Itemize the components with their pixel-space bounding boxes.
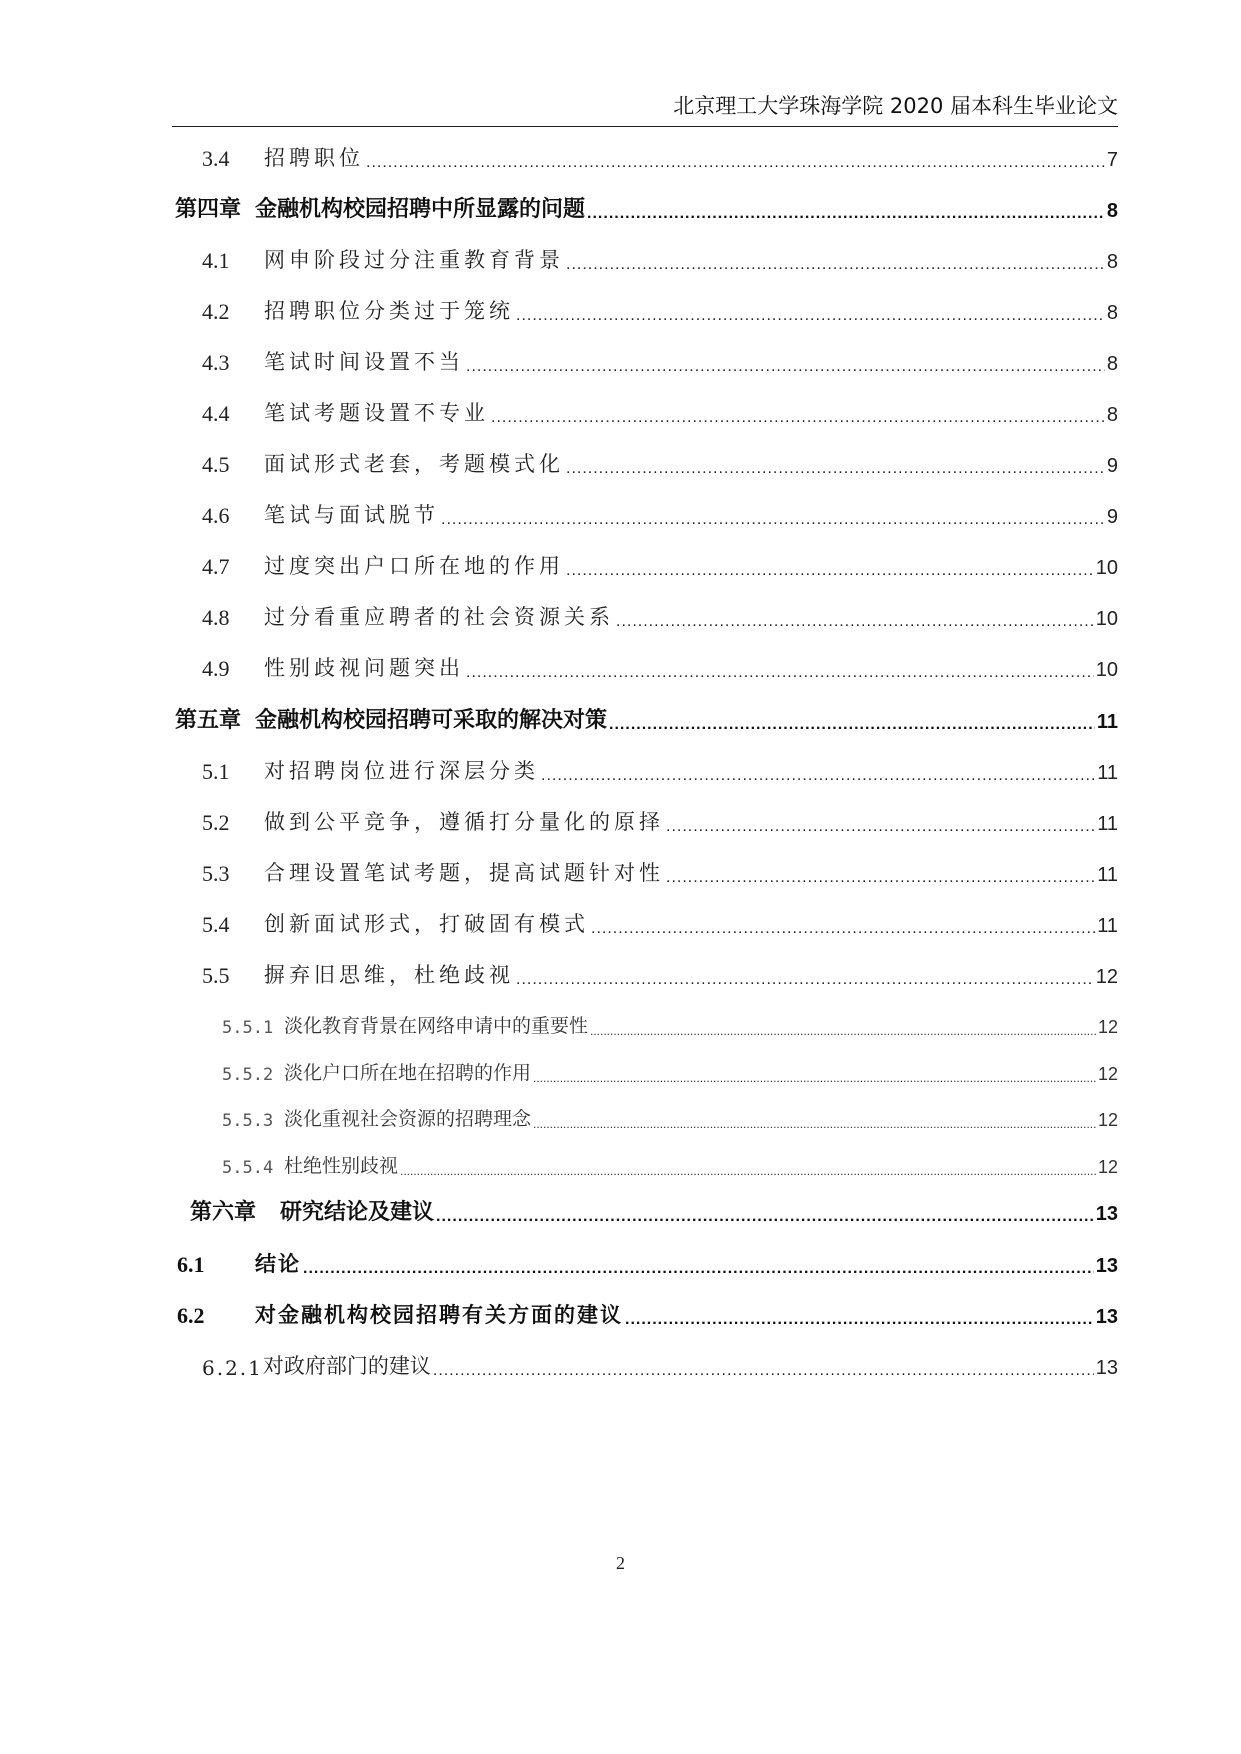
toc-entry-number: 4.7 (202, 554, 230, 579)
toc-entry-number: 6.2 (177, 1303, 205, 1328)
toc-dot-leader (666, 818, 1095, 836)
toc-dot-leader (533, 1071, 1096, 1085)
toc-dot-leader (466, 664, 1094, 682)
toc-entry-number: 4.5 (202, 452, 230, 477)
toc-entry-number: 6.2.1 (202, 1356, 263, 1380)
toc-entry-page: 13 (1095, 1306, 1118, 1328)
toc-entry (0, 540, 1241, 580)
toc-entry (0, 642, 1241, 682)
toc-entry (0, 1340, 1241, 1380)
toc-entry-number: 4.1 (202, 248, 230, 273)
toc-entry-page: 8 (1106, 200, 1118, 222)
toc-entry-page: 12 (1097, 1064, 1118, 1084)
toc-entry-number: 5.5.4 (222, 1158, 274, 1178)
toc-entry (0, 591, 1241, 631)
toc-dot-leader (400, 1164, 1096, 1178)
toc-entry-title: 对政府部门的建议 (262, 1354, 431, 1378)
toc-entry (0, 234, 1241, 274)
toc-dot-leader (466, 358, 1105, 376)
page-number: 2 (616, 1553, 625, 1573)
toc-entry-title: 研究结论及建议 (280, 1200, 435, 1225)
toc-entry-title: 过分看重应聘者的社会资源关系 (264, 605, 614, 629)
toc-entry-title: 做到公平竞争，遵循打分量化的原择 (264, 810, 664, 834)
toc-entry-title: 金融机构校园招聘中所显露的问题 (255, 197, 586, 222)
toc-entry-page: 7 (1106, 149, 1118, 171)
toc-dot-leader (587, 205, 1105, 223)
toc-entry-page: 8 (1106, 404, 1118, 426)
toc-entry-page: 12 (1097, 1017, 1118, 1037)
toc-entry-number: 5.2 (202, 810, 230, 835)
toc-dot-leader (436, 1208, 1094, 1226)
toc-entry-title: 摒弃旧思维，杜绝歧视 (264, 963, 514, 987)
toc-entry-page: 11 (1096, 711, 1118, 733)
toc-entry-number: 4.9 (202, 656, 230, 681)
toc-entry-page: 10 (1095, 608, 1118, 630)
toc-entry-number: 第四章 (175, 197, 242, 222)
toc-entry (0, 1138, 1241, 1178)
toc-entry-number: 4.3 (202, 350, 230, 375)
toc-entry-page: 13 (1095, 1255, 1118, 1277)
toc-entry (0, 285, 1241, 325)
toc-entry (0, 998, 1241, 1038)
toc-entry-page: 12 (1097, 1157, 1118, 1177)
toc-entry-title: 金融机构校园招聘可采取的解决对策 (255, 708, 608, 733)
toc-dot-leader (491, 409, 1105, 427)
toc-dot-leader (566, 460, 1105, 478)
toc-entry-title: 合理设置笔试考题，提高试题针对性 (264, 861, 664, 885)
toc-dot-leader (533, 1117, 1096, 1131)
toc-entry-number: 5.1 (202, 759, 230, 784)
toc-entry-title: 对招聘岗位进行深层分类 (264, 759, 539, 783)
toc-dot-leader (666, 869, 1095, 887)
toc-entry-page: 12 (1097, 1110, 1118, 1130)
toc-entry-number: 3.4 (202, 146, 230, 171)
toc-entry-page: 11 (1097, 915, 1118, 937)
toc-entry-number: 6.1 (177, 1252, 205, 1277)
toc-entry-number: 5.5 (202, 963, 230, 988)
toc-dot-leader (616, 613, 1094, 631)
toc-entry-page: 13 (1095, 1357, 1118, 1379)
toc-entry-title: 笔试考题设置不专业 (264, 401, 489, 425)
toc-entry-page: 9 (1106, 506, 1118, 528)
toc-entry-number: 5.5.1 (222, 1018, 274, 1038)
toc-entry-page: 8 (1106, 353, 1118, 375)
toc-entry (0, 847, 1241, 887)
toc-entry (0, 183, 1241, 223)
toc-dot-leader (590, 1024, 1096, 1038)
toc-entry-title: 网申阶段过分注重教育背景 (264, 248, 564, 272)
toc-entry-title: 招聘职位 (264, 146, 364, 170)
toc-entry-title: 笔试与面试脱节 (264, 503, 439, 527)
toc-entry (0, 387, 1241, 427)
toc-entry-number: 4.2 (202, 299, 230, 324)
toc-entry-page: 8 (1106, 302, 1118, 324)
toc-entry-title: 招聘职位分类过于笼统 (264, 299, 514, 323)
toc-entry (0, 489, 1241, 529)
toc-entry-number: 第六章 (190, 1200, 257, 1225)
toc-entry-number: 5.5.2 (222, 1065, 274, 1085)
toc-entry (0, 1091, 1241, 1131)
toc-entry-page: 11 (1097, 762, 1118, 784)
running-header-title: 北京理工大学珠海学院 2020 届本科生毕业论文 (673, 94, 1118, 118)
toc-entry-page: 13 (1095, 1203, 1118, 1225)
toc-dot-leader (433, 1362, 1094, 1380)
toc-entry (0, 438, 1241, 478)
toc-entry (0, 1045, 1241, 1085)
toc-entry-title: 淡化户口所在地在招聘的作用 (284, 1062, 532, 1084)
toc-dot-leader (441, 511, 1105, 529)
toc-entry (0, 694, 1241, 734)
toc-entry-page: 11 (1097, 864, 1118, 886)
toc-entry-title: 创新面试形式，打破固有模式 (264, 912, 589, 936)
toc-entry-page: 10 (1095, 557, 1118, 579)
toc-entry (0, 1186, 1241, 1226)
toc-dot-leader (541, 767, 1095, 785)
toc-entry-title: 淡化教育背景在网络申请中的重要性 (284, 1015, 589, 1037)
toc-entry (0, 745, 1241, 785)
toc-dot-leader (625, 1311, 1094, 1329)
toc-dot-leader (566, 256, 1105, 274)
toc-entry-title: 对金融机构校园招聘有关方面的建议 (255, 1302, 623, 1327)
toc-entry-title: 过度突出户口所在地的作用 (264, 554, 564, 578)
toc-entry-title: 结论 (255, 1251, 301, 1276)
toc-entry-page: 11 (1097, 813, 1118, 835)
toc-entry (0, 1238, 1241, 1278)
toc-entry-number: 4.6 (202, 503, 230, 528)
toc-entry-number: 5.5.3 (222, 1111, 274, 1131)
toc-entry-title: 笔试时间设置不当 (264, 350, 464, 374)
toc-entry-title: 性别歧视问题突出 (264, 656, 464, 680)
toc-entry-page: 10 (1095, 659, 1118, 681)
toc-dot-leader (366, 154, 1105, 172)
toc-dot-leader (516, 307, 1105, 325)
toc-entry (0, 132, 1241, 172)
toc-entry (0, 336, 1241, 376)
toc-entry-number: 5.3 (202, 861, 230, 886)
toc-entry-page: 8 (1106, 251, 1118, 273)
toc-dot-leader (303, 1260, 1094, 1278)
toc-entry-number: 5.4 (202, 912, 230, 937)
toc-entry (0, 949, 1241, 989)
toc-entry (0, 796, 1241, 836)
toc-dot-leader (516, 971, 1094, 989)
toc-entry-page: 9 (1106, 455, 1118, 477)
toc-entry (0, 1289, 1241, 1329)
toc-entry-number: 第五章 (175, 708, 242, 733)
toc-dot-leader (591, 920, 1095, 938)
toc-dot-leader (566, 562, 1094, 580)
toc-entry-page: 12 (1095, 966, 1118, 988)
toc-entry-number: 4.4 (202, 401, 230, 426)
toc-entry (0, 898, 1241, 938)
toc-entry-title: 杜绝性别歧视 (284, 1155, 399, 1177)
toc-entry-title: 面试形式老套，考题模式化 (264, 452, 564, 476)
toc-entry-number: 4.8 (202, 605, 230, 630)
toc-dot-leader (609, 716, 1095, 734)
toc-entry-title: 淡化重视社会资源的招聘理念 (284, 1108, 532, 1130)
